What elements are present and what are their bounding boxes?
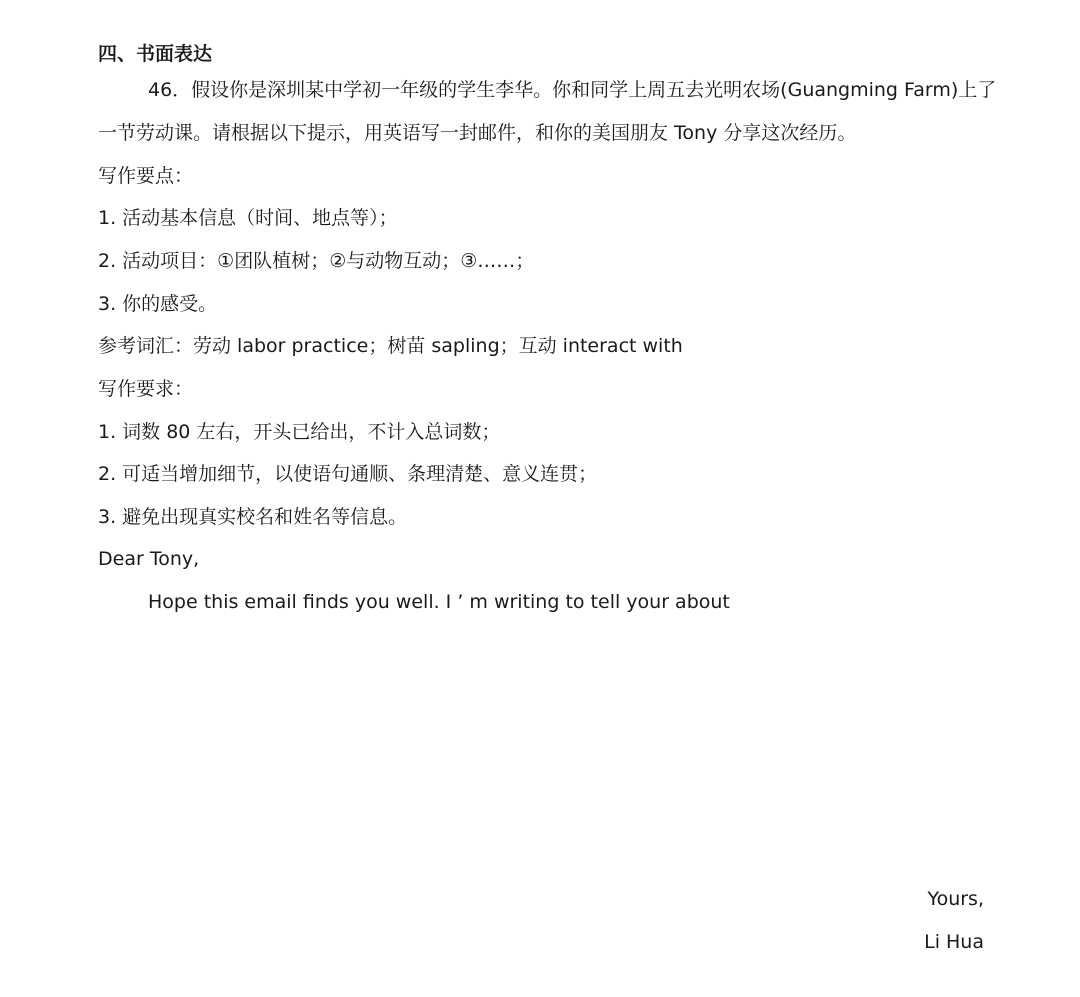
letter-opening: Hope this email finds you well. I ’ m writing to tell your about — [148, 591, 730, 613]
writing-requirement-2: 2. 可适当增加细节，以使语句通顺、条理清楚、意义连贯； — [98, 463, 598, 485]
writing-requirements-title: 写作要求： — [98, 378, 194, 400]
letter-signature: Li Hua — [924, 931, 984, 953]
letter-closing: Yours, — [927, 888, 984, 910]
writing-point-3: 3. 你的感受。 — [98, 293, 218, 315]
writing-requirement-3: 3. 避免出现真实校名和姓名等信息。 — [98, 506, 408, 528]
letter-salutation: Dear Tony, — [98, 548, 200, 570]
question-line-1: 46．假设你是深圳某中学初一年级的学生李华。你和同学上周五去光明农场(Guangming Farm)上了 — [148, 79, 997, 101]
writing-points-title: 写作要点： — [98, 165, 194, 187]
writing-point-2: 2. 活动项目：①团队植树；②与动物互动；③……； — [98, 250, 535, 272]
question-line-2: 一节劳动课。请根据以下提示，用英语写一封邮件，和你的美国朋友 Tony 分享这次经历。 — [98, 122, 857, 144]
vocabulary-reference: 参考词汇：劳动 labor practice；树苗 sapling；互动 interact with — [98, 335, 683, 357]
section-heading: 四、书面表达 — [98, 43, 213, 65]
writing-requirement-1: 1. 词数 80 左右，开头已给出，不计入总词数； — [98, 421, 501, 443]
writing-point-1: 1. 活动基本信息（时间、地点等）； — [98, 207, 398, 229]
